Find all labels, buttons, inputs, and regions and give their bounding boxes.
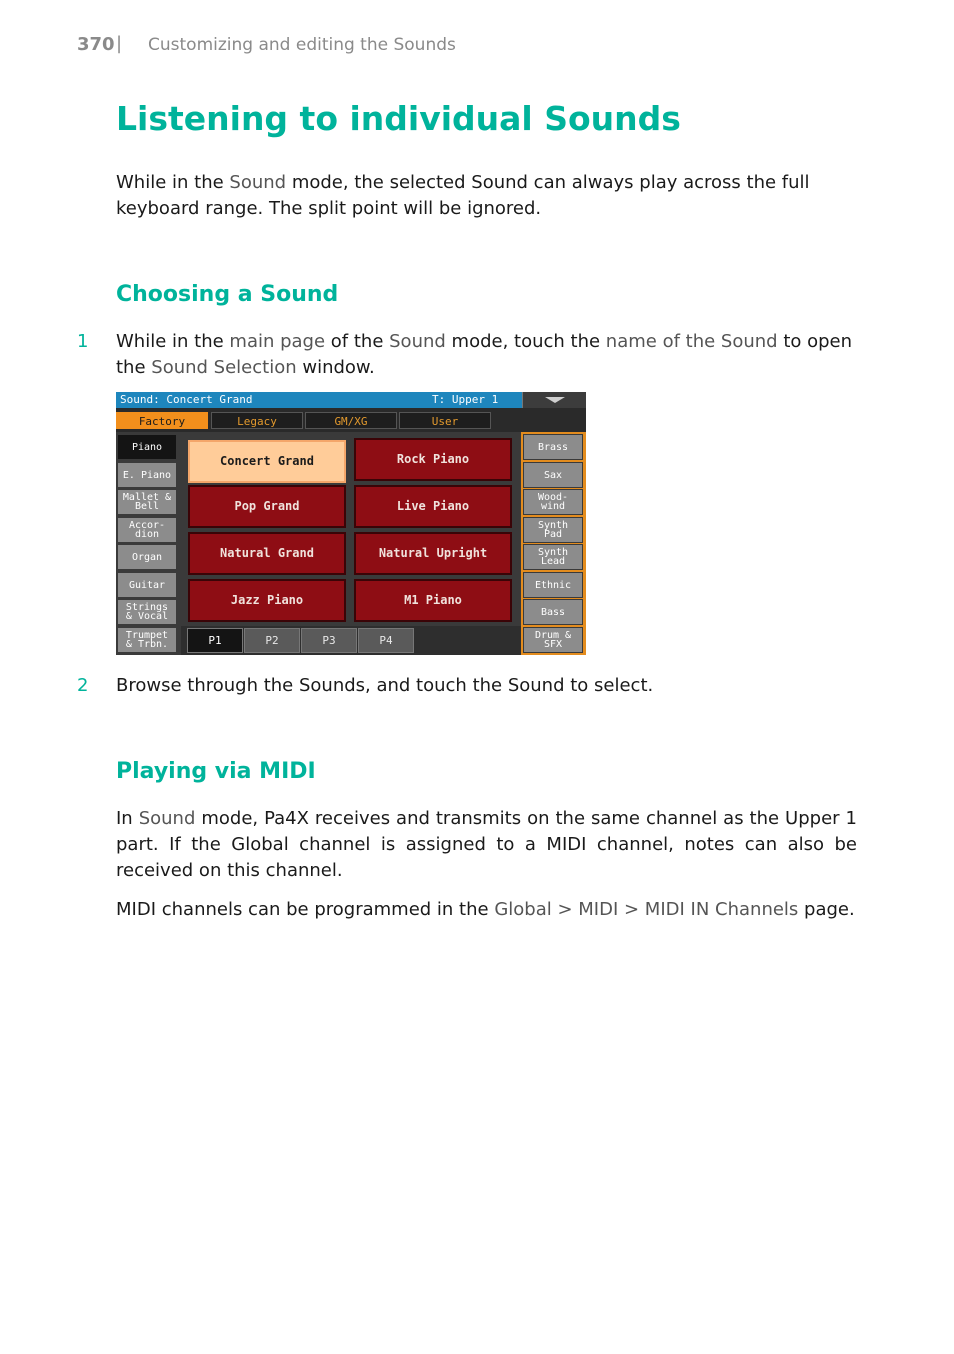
text: While in the xyxy=(116,331,230,352)
category-e-piano[interactable]: E. Piano xyxy=(117,462,177,488)
text: While in the xyxy=(116,172,230,193)
text: mode, touch the xyxy=(445,331,606,352)
chevron-down-icon[interactable] xyxy=(522,392,586,408)
tab-legacy[interactable]: Legacy xyxy=(211,412,303,429)
tab-factory[interactable]: Factory xyxy=(116,412,208,429)
page-p1[interactable]: P1 xyxy=(187,628,243,653)
page-p2[interactable]: P2 xyxy=(244,628,300,653)
section-heading-midi: Playing via MIDI xyxy=(116,759,316,784)
step-number-2: 2 xyxy=(77,675,89,696)
text: mode, the selected Sound can always play across the full keyboard range. The split point will be ignored. xyxy=(116,172,810,219)
category-drum-sfx[interactable]: Drum & SFX xyxy=(523,627,583,653)
sound-button-natural-grand[interactable]: Natural Grand xyxy=(188,532,346,575)
category-bass[interactable]: Bass xyxy=(523,599,583,625)
category-trumpet-trbn[interactable]: Trumpet & Trbn. xyxy=(117,627,177,653)
text: window. xyxy=(296,357,375,378)
page-tabs xyxy=(181,626,521,655)
category-piano[interactable]: Piano xyxy=(117,434,177,460)
sound-button-natural-upright[interactable]: Natural Upright xyxy=(354,532,512,575)
screen-title-bar[interactable] xyxy=(116,392,522,408)
track-label: T: Upper 1 xyxy=(432,393,499,406)
category-brass[interactable]: Brass xyxy=(523,434,583,460)
page-title: Listening to individual Sounds xyxy=(116,99,681,138)
tab-user[interactable]: User xyxy=(399,412,491,429)
chapter-title: Customizing and editing the Sounds xyxy=(148,35,456,55)
sound-button-jazz-piano[interactable]: Jazz Piano xyxy=(188,579,346,622)
page-number: 370 xyxy=(77,34,115,55)
text: MIDI channels can be programmed in the xyxy=(116,899,495,920)
page-p4[interactable]: P4 xyxy=(358,628,414,653)
keyword: Global > MIDI > MIDI IN Channels xyxy=(494,899,799,920)
category-ethnic[interactable]: Ethnic xyxy=(523,572,583,598)
text: to open the xyxy=(116,331,853,378)
category-accordion[interactable]: Accor- dion xyxy=(117,517,177,543)
tab-gm-xg[interactable]: GM/XG xyxy=(305,412,397,429)
sound-selection-screen xyxy=(116,392,586,655)
keyword: name of the Sound xyxy=(605,331,778,352)
sound-button-m1-piano[interactable]: M1 Piano xyxy=(354,579,512,622)
step-2-text: Browse through the Sounds, and touch the Sound to select. xyxy=(116,675,654,696)
intro-paragraph xyxy=(116,170,857,222)
category-strings-vocal[interactable]: Strings & Vocal xyxy=(117,599,177,625)
current-sound-label: Sound: Concert Grand xyxy=(120,393,253,406)
category-synth-pad[interactable]: Synth Pad xyxy=(523,517,583,543)
category-mallet-bell[interactable]: Mallet & Bell xyxy=(117,489,177,515)
keyword: Sound xyxy=(389,331,446,352)
text: mode, Pa4X receives and transmits on the same channel as the Upper 1 part. If the Global channel is assigned to a MIDI channel, notes can also be received on this channel. xyxy=(116,808,857,881)
sound-button-live-piano[interactable]: Live Piano xyxy=(354,485,512,528)
header-separator: | xyxy=(116,33,123,54)
keyword: main page xyxy=(229,331,326,352)
section-heading-choosing: Choosing a Sound xyxy=(116,282,339,307)
category-woodwind[interactable]: Wood- wind xyxy=(523,489,583,515)
sound-button-pop-grand[interactable]: Pop Grand xyxy=(188,485,346,528)
sound-grid xyxy=(181,432,521,626)
step-1-text xyxy=(116,329,857,381)
category-synth-lead[interactable]: Synth Lead xyxy=(523,544,583,570)
category-guitar[interactable]: Guitar xyxy=(117,572,177,598)
text: In xyxy=(116,808,139,829)
sound-button-rock-piano[interactable]: Rock Piano xyxy=(354,438,512,481)
category-sax[interactable]: Sax xyxy=(523,462,583,488)
keyword: Sound xyxy=(229,172,287,193)
bank-tabs xyxy=(116,408,586,432)
page-p3[interactable]: P3 xyxy=(301,628,357,653)
midi-paragraph-1 xyxy=(116,806,857,884)
text: page. xyxy=(798,899,855,920)
category-organ[interactable]: Organ xyxy=(117,544,177,570)
keyword: Sound xyxy=(138,808,196,829)
sound-button-concert-grand[interactable]: Concert Grand xyxy=(188,440,346,483)
keyword: Sound Selection xyxy=(151,357,297,378)
text: of the xyxy=(325,331,390,352)
step-number-1: 1 xyxy=(77,331,89,352)
midi-paragraph-2 xyxy=(116,897,857,923)
